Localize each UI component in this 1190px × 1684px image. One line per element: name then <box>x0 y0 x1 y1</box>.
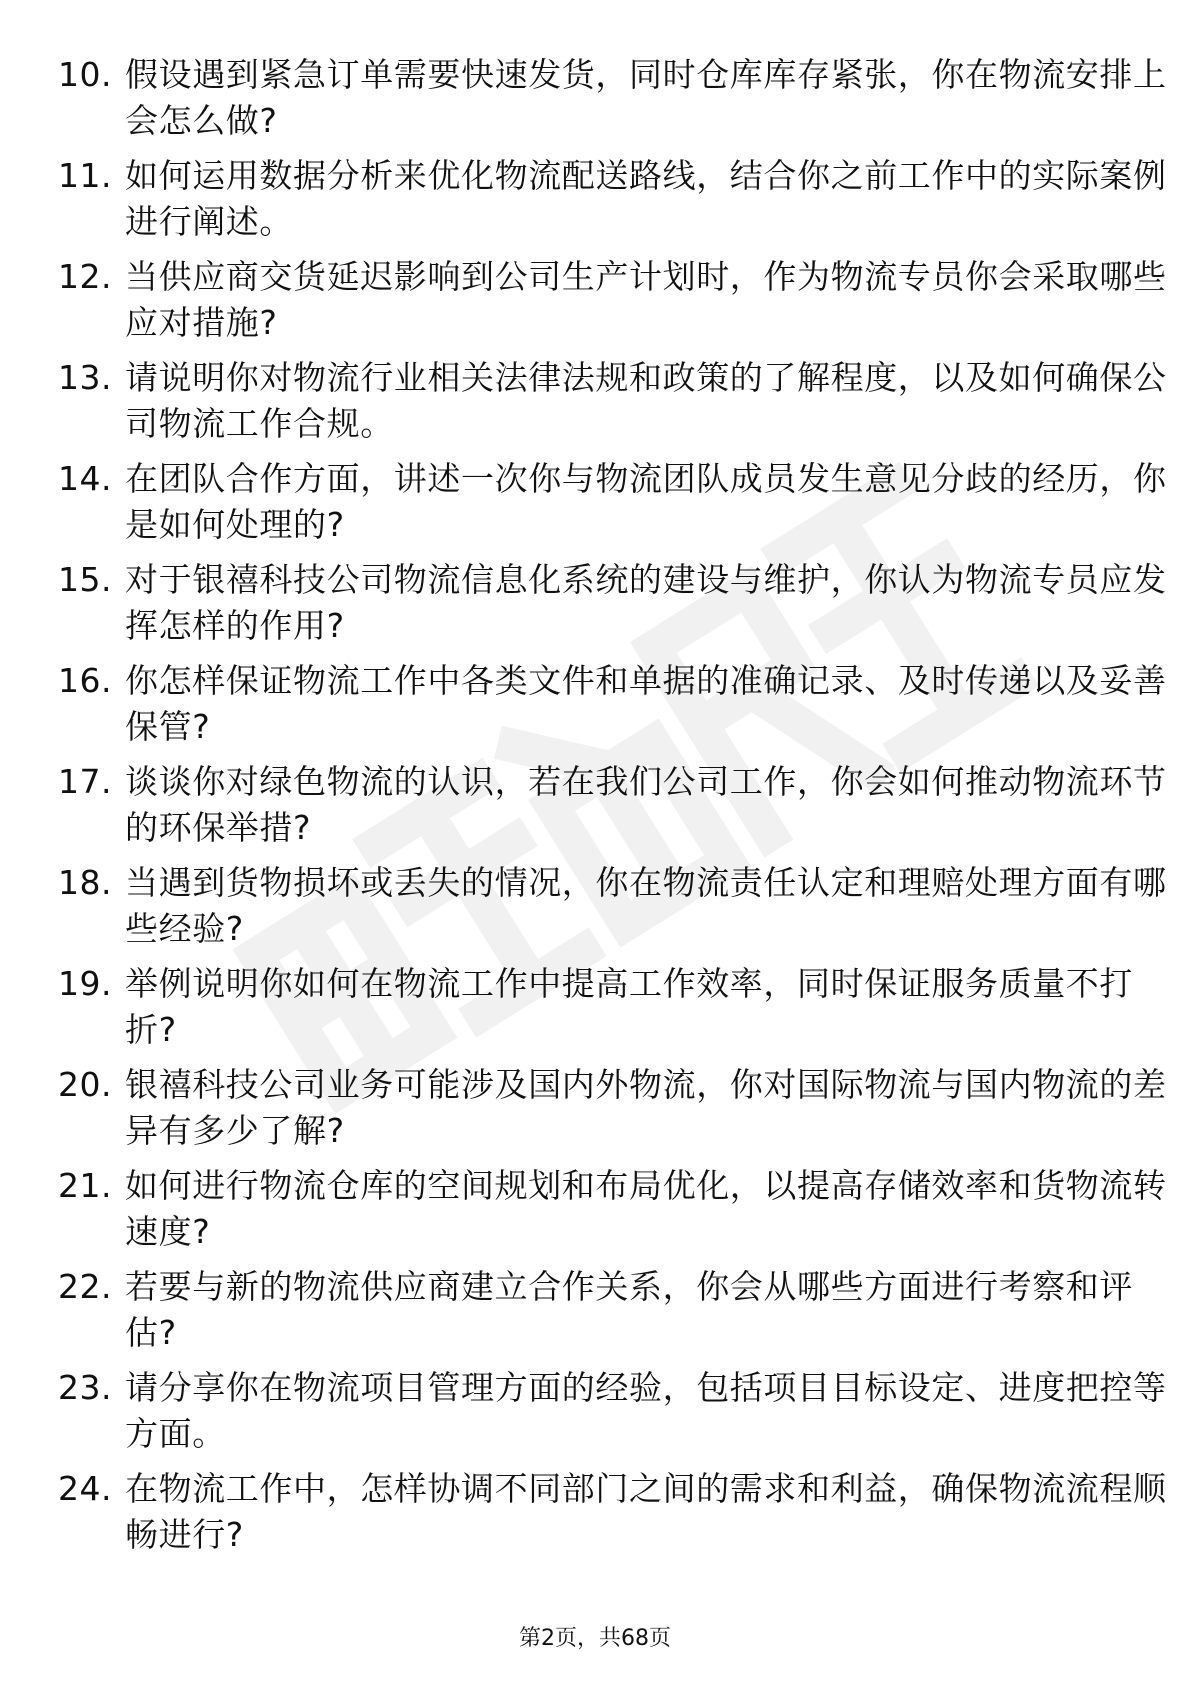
question-number: 10. <box>58 55 112 94</box>
question-number: 24. <box>58 1469 112 1508</box>
question-item <box>58 52 1167 153</box>
question-item <box>58 1365 1167 1466</box>
question-text: 若要与新的物流供应商建立合作关系，你会从哪些方面进行考察和评估? <box>125 1267 1133 1352</box>
question-item <box>58 355 1167 456</box>
question-number: 14. <box>58 459 112 498</box>
question-number: 20. <box>58 1065 112 1104</box>
question-item <box>58 557 1167 658</box>
question-text: 对于银禧科技公司物流信息化系统的建设与维护，你认为物流专员应发挥怎样的作用? <box>125 560 1167 645</box>
question-text: 举例说明你如何在物流工作中提高工作效率，同时保证服务质量不打折? <box>125 964 1133 1049</box>
question-item <box>58 1264 1138 1365</box>
question-number: 19. <box>58 964 112 1003</box>
question-text: 当遇到货物损坏或丢失的情况，你在物流责任认定和理赔处理方面有哪些经验? <box>125 863 1167 948</box>
question-item <box>58 1062 1167 1163</box>
question-number: 21. <box>58 1166 112 1205</box>
question-item <box>58 456 1167 557</box>
question-text: 请说明你对物流行业相关法律法规和政策的了解程度，以及如何确保公司物流工作合规。 <box>125 358 1167 443</box>
question-item <box>58 961 1138 1062</box>
question-item <box>58 153 1167 254</box>
question-number: 22. <box>58 1267 112 1306</box>
question-number: 23. <box>58 1368 112 1407</box>
question-text: 假设遇到紧急订单需要快速发货，同时仓库库存紧张，你在物流安排上会怎么做? <box>125 55 1167 140</box>
question-text: 银禧科技公司业务可能涉及国内外物流，你对国际物流与国内物流的差异有多少了解? <box>125 1065 1167 1150</box>
question-number: 12. <box>58 257 112 296</box>
question-item <box>58 1163 1167 1264</box>
question-text: 请分享你在物流项目管理方面的经验，包括项目目标设定、进度把控等方面。 <box>125 1368 1167 1453</box>
question-text: 你怎样保证物流工作中各类文件和单据的准确记录、及时传递以及妥善保管? <box>125 661 1167 746</box>
question-text: 当供应商交货延迟影响到公司生产计划时，作为物流专员你会采取哪些应对措施? <box>125 257 1167 342</box>
question-number: 13. <box>58 358 112 397</box>
question-number: 11. <box>58 156 112 195</box>
question-text: 在团队合作方面，讲述一次你与物流团队成员发生意见分歧的经历，你是如何处理的? <box>125 459 1167 544</box>
question-text: 谈谈你对绿色物流的认识，若在我们公司工作，你会如何推动物流环节的环保举措? <box>125 762 1167 847</box>
question-item <box>58 759 1167 860</box>
question-item <box>58 658 1167 759</box>
question-text: 在物流工作中，怎样协调不同部门之间的需求和利益，确保物流流程顺畅进行? <box>125 1469 1167 1554</box>
question-text: 如何进行物流仓库的空间规划和布局优化，以提高存储效率和货物流转速度? <box>125 1166 1167 1251</box>
question-number: 15. <box>58 560 112 599</box>
question-number: 16. <box>58 661 112 700</box>
question-number: 17. <box>58 762 112 801</box>
question-item <box>58 1466 1167 1567</box>
question-number: 18. <box>58 863 112 902</box>
question-item <box>58 860 1167 961</box>
page-number-footer: 第2页，共68页 <box>519 1626 671 1651</box>
question-text: 如何运用数据分析来优化物流配送路线，结合你之前工作中的实际案例进行阐述。 <box>125 156 1167 241</box>
question-item <box>58 254 1167 355</box>
question-list <box>58 52 1167 1567</box>
